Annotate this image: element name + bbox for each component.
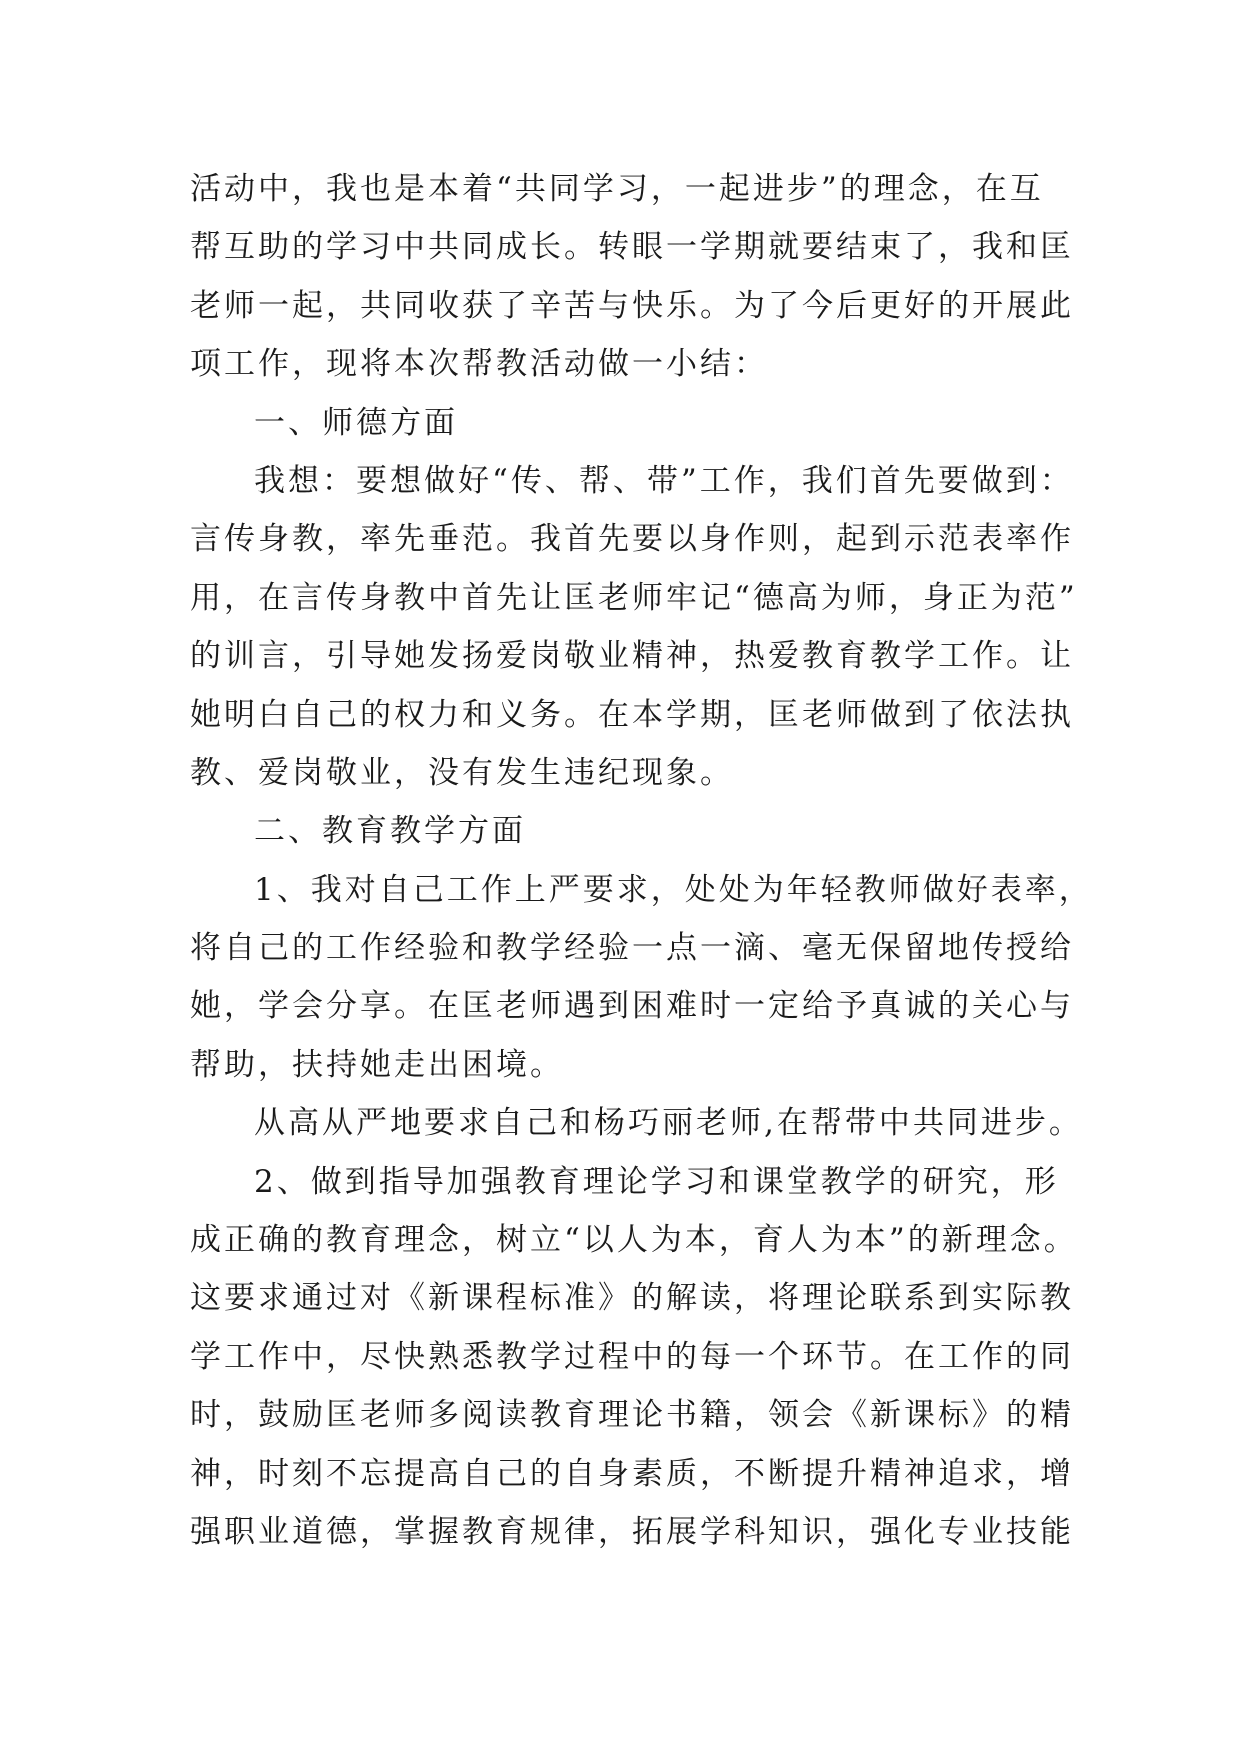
text-line: 教、爱岗敬业，没有发生违纪现象。 (190, 754, 734, 791)
section-heading: 一、师德方面 (254, 404, 458, 441)
text-line: 时，鼓励匡老师多阅读教育理论书籍，领会《新课标》的精 (190, 1397, 1074, 1434)
text-line: 她，学会分享。在匡老师遇到困难时一定给予真诚的关心与 (190, 988, 1074, 1025)
text-line: 我想：要想做好“传、帮、带”工作，我们首先要做到： (254, 462, 1074, 499)
text-line: 强职业道德，掌握教育规律，拓展学科知识，强化专业技能 (190, 1513, 1074, 1550)
text-line: 活动中，我也是本着“共同学习，一起进步”的理念，在互 (190, 171, 1044, 207)
text-line: 项工作，现将本次帮教活动做一小结： (190, 346, 768, 383)
text-line: 1、我对自己工作上严要求，处处为年轻教师做好表率， (254, 871, 1093, 908)
text-line: 2、做到指导加强教育理论学习和课堂教学的研究，形 (254, 1163, 1059, 1200)
text-line: 从高从严地要求自己和杨巧丽老师,在帮带中共同进步。 (254, 1105, 1083, 1142)
text-line: 帮助，扶持她走出困境。 (190, 1046, 564, 1083)
section-heading: 二、教育教学方面 (254, 813, 526, 850)
text-line: 帮互助的学习中共同成长。转眼一学期就要结束了，我和匡 (190, 229, 1074, 266)
text-line: 言传身教，率先垂范。我首先要以身作则，起到示范表率作 (190, 521, 1074, 558)
text-line: 这要求通过对《新课程标准》的解读，将理论联系到实际教 (190, 1280, 1074, 1317)
text-line: 将自己的工作经验和教学经验一点一滴、毫无保留地传授给 (190, 930, 1074, 967)
text-line: 老师一起，共同收获了辛苦与快乐。为了今后更好的开展此 (190, 287, 1074, 324)
text-line: 成正确的教育理念，树立“以人为本，育人为本”的新理念。 (190, 1222, 1078, 1259)
text-line: 她明白自己的权力和义务。在本学期，匡老师做到了依法执 (190, 696, 1074, 733)
text-line: 的训言，引导她发扬爱岗敬业精神，热爱教育教学工作。让 (190, 638, 1074, 675)
text-line: 用，在言传身教中首先让匡老师牢记“德高为师，身正为范” (190, 579, 1078, 616)
text-line: 神，时刻不忘提高自己的自身素质，不断提升精神追求，增 (190, 1455, 1074, 1492)
text-line: 学工作中，尽快熟悉教学过程中的每一个环节。在工作的同 (190, 1338, 1074, 1375)
document-body (190, 160, 1093, 1561)
